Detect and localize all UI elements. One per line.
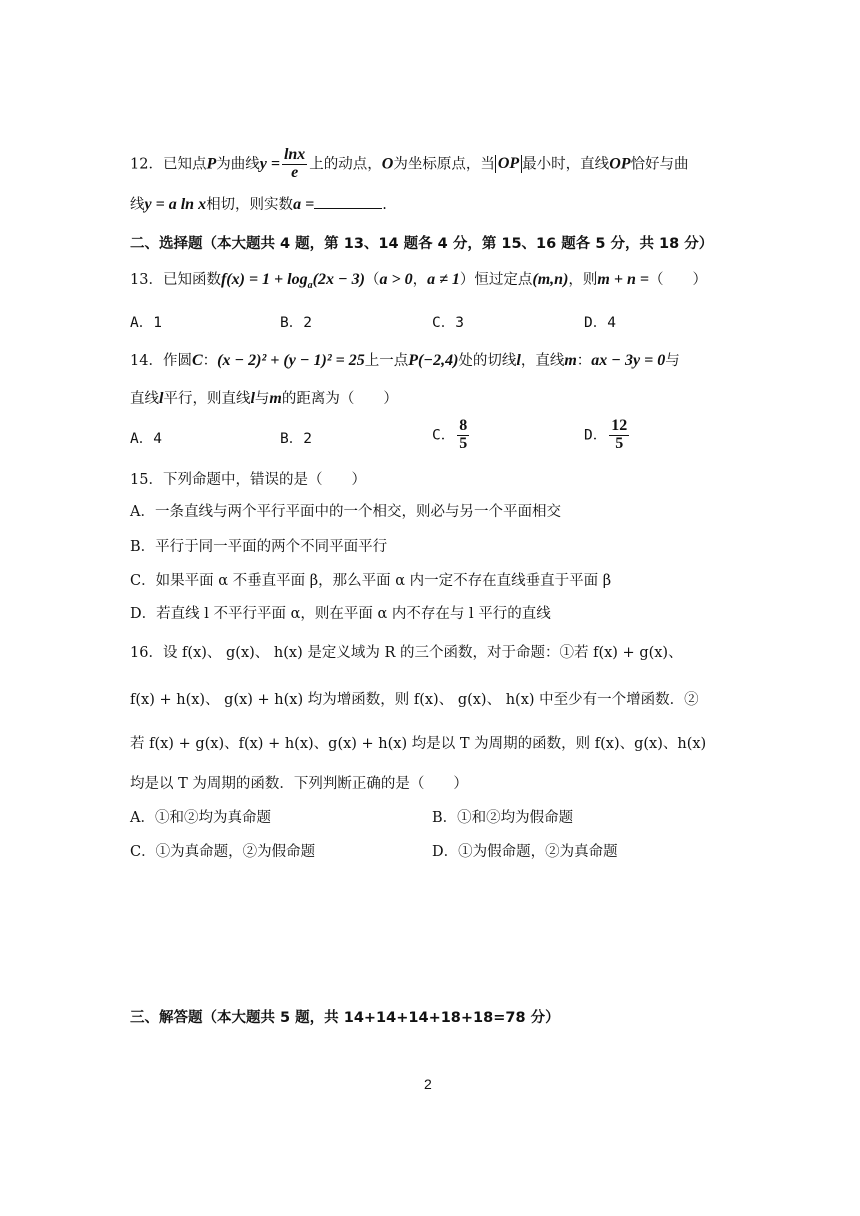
q15-option-c[interactable]: C．如果平面 α 不垂直平面 β，那么平面 α 内一定不存在直线垂直于平面 β bbox=[130, 573, 612, 589]
q14-option-c[interactable]: C． $\frac{8}{5}$ bbox=[432, 417, 468, 452]
q15-option-b[interactable]: B．平行于同一平面的两个不同平面平行 bbox=[130, 539, 388, 555]
q14-option-b[interactable]: B．2 bbox=[280, 431, 312, 447]
q15-stem: 15．下列命题中，错误的是（ ） bbox=[130, 472, 366, 488]
q16-line-3: 若 f(x) + g(x)、f(x) + h(x)、g(x) + h(x) 均是以 T 为周期的函数，则 f(x)、g(x)、h(x) bbox=[130, 736, 707, 752]
q15-option-a[interactable]: A．一条直线与两个平行平面中的一个相交，则必与另一个平面相交 bbox=[130, 504, 561, 520]
q14-option-d[interactable]: D． $\frac{12}{5}$ bbox=[584, 417, 628, 452]
abs-op: OP bbox=[495, 155, 522, 173]
q12-line-1: 12．已知点P为曲线y = $\frac{\ln x}{e}$ 上的动点，O为坐标原点，当 OP 最小时，直线OP恰好与曲 bbox=[130, 146, 689, 181]
q16-option-b[interactable]: B．①和②均为假命题 bbox=[432, 810, 574, 826]
section-3-title: 三、解答题（本大题共 5 题，共 14+14+14+18+18=78 分） bbox=[130, 1010, 560, 1026]
q13-option-c[interactable]: C．3 bbox=[432, 315, 464, 331]
q16-option-c[interactable]: C．①为真命题，②为假命题 bbox=[130, 844, 316, 860]
q14-line-2: 直线l平行，则直线l与m的距离为（ ） bbox=[130, 390, 398, 407]
section-2-title: 二、选择题（本大题共 4 题，第 13、14 题各 4 分，第 15、16 题各 5 分，共 18 分） bbox=[130, 236, 714, 252]
answer-blank[interactable] bbox=[314, 196, 382, 209]
q13-option-a[interactable]: A．1 bbox=[130, 315, 162, 331]
q16-line-2: f(x) + h(x)、 g(x) + h(x) 均为增函数，则 f(x)、 g(x)、 h(x) 中至少有一个增函数．② bbox=[130, 692, 699, 708]
q13-stem: 13．已知函数$f(x) = 1 + \log_a(2x - 3)(a > 0$，a ≠ 1）恒过定点(m,n)，则m + n =（ ） bbox=[130, 271, 707, 291]
q14-line-1: 14．作圆C：(x − 2)² + (y − 1)² = 25上一点P(−2,4)处的切线l，直线m：ax − 3y = 0与 bbox=[130, 352, 680, 369]
q16-line-1: 16．设 f(x)、 g(x)、 h(x) 是定义域为 R 的三个函数，对于命题：①若 f(x) + g(x)、 bbox=[130, 645, 683, 661]
q14-option-a[interactable]: A．4 bbox=[130, 431, 162, 447]
q13-option-b[interactable]: B．2 bbox=[280, 315, 312, 331]
q15-option-d[interactable]: D．若直线 l 不平行平面 α，则在平面 α 内不存在与 l 平行的直线 bbox=[130, 606, 551, 622]
q12-fraction: $\frac{\ln x}{e}$ bbox=[283, 146, 306, 181]
q16-option-d[interactable]: D．①为假命题，②为真命题 bbox=[432, 844, 618, 860]
q13-option-d[interactable]: D．4 bbox=[584, 315, 616, 331]
q16-option-a[interactable]: A．①和②均为真命题 bbox=[130, 810, 271, 826]
q12-line-2: 线y = a ln x相切，则实数a = . bbox=[130, 196, 387, 213]
page-number: 2 bbox=[424, 1076, 432, 1092]
q16-line-4: 均是以 T 为周期的函数．下列判断正确的是（ ） bbox=[130, 776, 468, 792]
